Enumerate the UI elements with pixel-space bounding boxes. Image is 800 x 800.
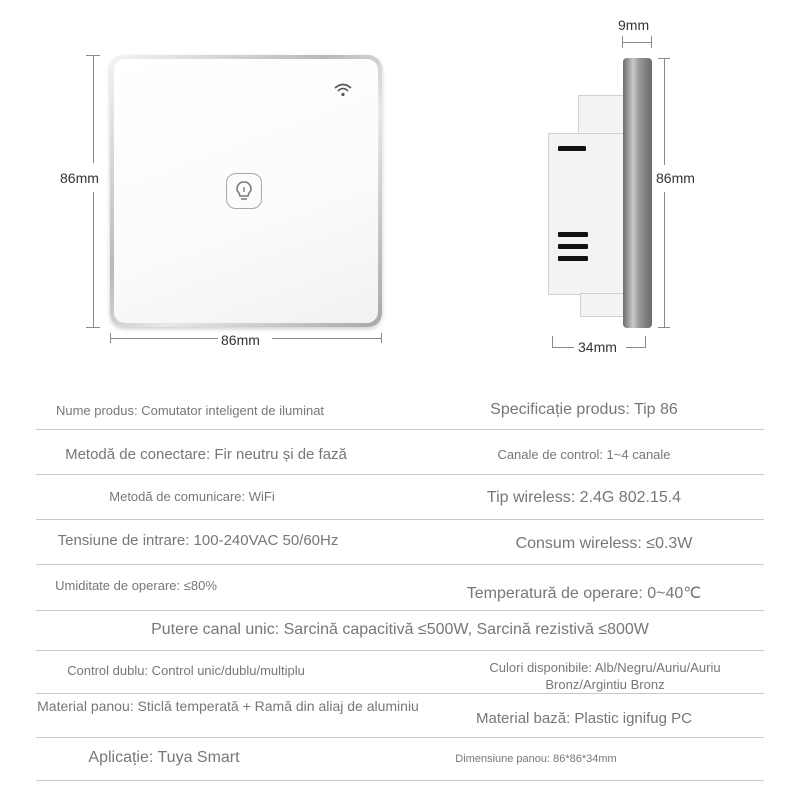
dim-line <box>110 338 218 339</box>
spec-material-baza: Material bază: Plastic ignifug PC <box>476 710 692 727</box>
dim-line <box>622 42 652 43</box>
dim-line <box>664 192 665 328</box>
spec-dimensiune: Dimensiune panou: 86*86*34mm <box>455 753 617 765</box>
spec-metoda-conectare: Metodă de conectare: Fir neutru și de fază <box>65 446 347 463</box>
row-divider <box>36 429 764 430</box>
spec-specificatie: Specificație produs: Tip 86 <box>490 401 678 418</box>
spec-tensiune: Tensiune de intrare: 100-240VAC 50/60Hz <box>57 532 339 549</box>
spec-canale-control: Canale de control: 1~4 canale <box>497 447 671 462</box>
dim-tick <box>645 336 646 348</box>
front-height-label: 86mm <box>60 170 99 186</box>
spec-nume-produs: Nume produs: Comutator inteligent de iluminat <box>55 403 325 418</box>
dim-line <box>93 55 94 163</box>
dim-tick <box>651 36 652 48</box>
row-divider <box>36 650 764 651</box>
side-height-label: 86mm <box>656 170 695 186</box>
vent-slot <box>558 244 588 249</box>
row-divider <box>36 519 764 520</box>
touch-button[interactable] <box>226 173 262 209</box>
dim-line <box>272 338 382 339</box>
spec-putere: Putere canal unic: Sarcină capacitivă ≤500W, Sarcină rezistivă ≤800W <box>151 621 649 638</box>
row-divider <box>36 564 764 565</box>
front-width-label: 86mm <box>221 332 260 348</box>
spec-control-dublu: Control dublu: Control unic/dublu/multiplu <box>67 663 305 678</box>
dim-line <box>552 347 574 348</box>
wifi-icon <box>334 83 352 97</box>
light-bulb-icon <box>234 180 254 202</box>
base-body <box>580 293 624 317</box>
vent-slot <box>558 232 588 237</box>
switch-panel <box>110 55 382 327</box>
row-divider <box>36 693 764 694</box>
row-divider <box>36 780 764 781</box>
side-bezel <box>623 58 652 328</box>
row-divider <box>36 610 764 611</box>
spec-metoda-comunicare: Metodă de comunicare: WiFi <box>109 489 275 504</box>
dim-line <box>664 58 665 165</box>
side-depth-bottom-label: 34mm <box>578 339 617 355</box>
row-divider <box>36 737 764 738</box>
base-body <box>548 133 624 295</box>
spec-consum: Consum wireless: ≤0.3W <box>515 535 693 552</box>
spec-umiditate: Umiditate de operare: ≤80% <box>55 578 217 593</box>
base-body <box>578 95 624 135</box>
spec-culori: Culori disponibile: Alb/Negru/Auriu/Auriu Bronz/Argintiu Bronz <box>489 660 721 692</box>
spec-temperatura: Temperatură de operare: 0~40℃ <box>466 585 702 602</box>
vent-slot <box>558 146 586 151</box>
dim-tick <box>381 333 382 343</box>
spec-material-panou: Material panou: Sticlă temperată + Ramă din aliaj de aluminiu <box>37 698 419 714</box>
dim-tick <box>658 327 670 328</box>
vent-slot <box>558 256 588 261</box>
glass-panel <box>114 59 378 323</box>
dim-tick <box>86 327 100 328</box>
side-depth-top-label: 9mm <box>618 17 650 33</box>
dim-line <box>626 347 646 348</box>
row-divider <box>36 474 764 475</box>
spec-tip-wireless: Tip wireless: 2.4G 802.15.4 <box>486 489 682 506</box>
dim-line <box>93 192 94 328</box>
spec-aplicatie: Aplicație: Tuya Smart <box>88 749 240 766</box>
